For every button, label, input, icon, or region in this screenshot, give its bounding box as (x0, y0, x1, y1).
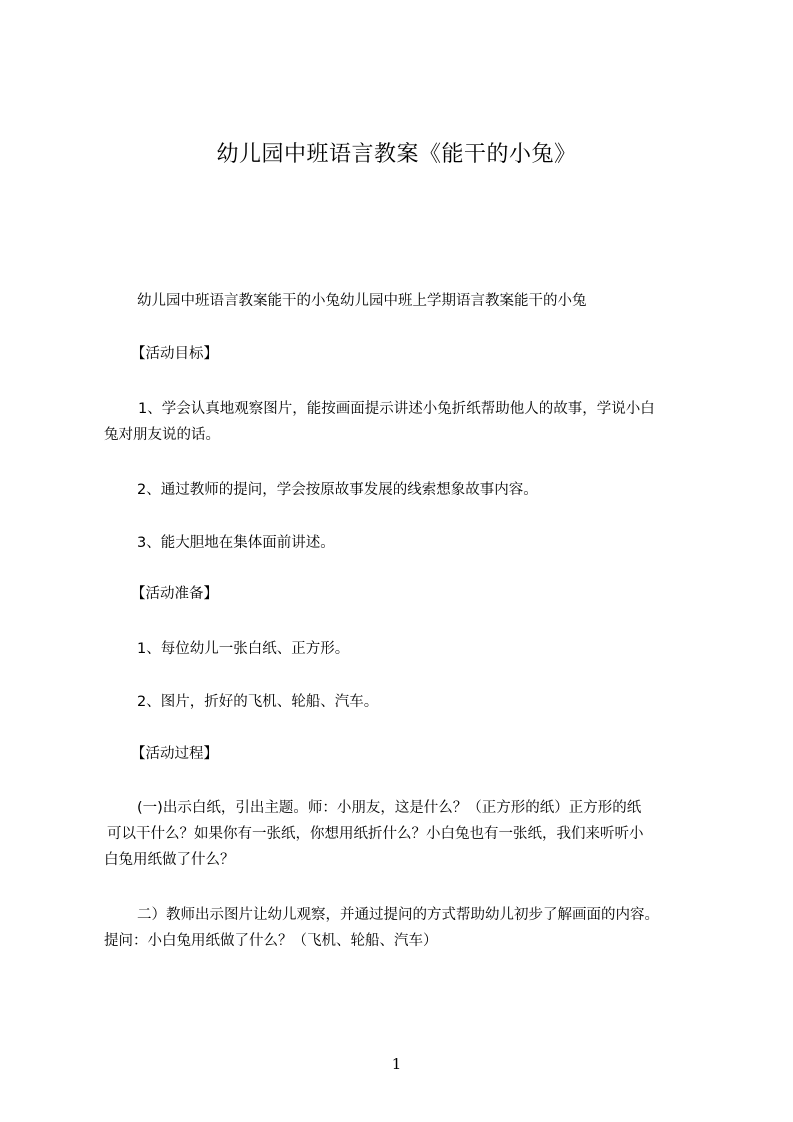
step-1-line-2: 可以干什么？如果你有一张纸，你想用纸折什么？小白兔也有一张纸，我们来听听小 (107, 826, 644, 842)
intro-paragraph: 幼儿园中班语言教案能干的小兔幼儿园中班上学期语言教案能干的小兔 (137, 293, 587, 309)
goal-1-line-1: 1、学会认真地观察图片，能按画面提示讲述小兔折纸帮助他人的故事，学说小白 (138, 401, 655, 417)
goal-3: 3、能大胆地在集体面前讲述。 (137, 535, 335, 551)
section-heading-goals: 【活动目标】 (131, 346, 218, 362)
section-heading-prep: 【活动准备】 (131, 586, 218, 602)
page-number: 1 (391, 1055, 402, 1073)
section-heading-process: 【活动过程】 (131, 746, 218, 762)
goal-2: 2、通过教师的提问，学会按原故事发展的线索想象故事内容。 (137, 482, 538, 498)
prep-1: 1、每位幼儿一张白纸、正方形。 (137, 641, 350, 657)
step-2-line-2: 提问：小白兔用纸做了什么？（飞机、轮船、汽车） (104, 933, 438, 949)
document-title: 幼儿园中班语言教案《能干的小兔》 (216, 142, 577, 167)
step-1-line-1: (一)出示白纸，引出主题。师：小朋友，这是什么？（正方形的纸）正方形的纸 (137, 800, 642, 816)
step-1-line-3: 白兔用纸做了什么？ (104, 852, 235, 868)
step-2-line-1: 二）教师出示图片让幼儿观察，并通过提问的方式帮助幼儿初步了解画面的内容。 (137, 907, 659, 923)
goal-1-line-2: 兔对朋友说的话。 (104, 427, 220, 443)
prep-2: 2、图片，折好的飞机、轮船、汽车。 (137, 694, 379, 710)
